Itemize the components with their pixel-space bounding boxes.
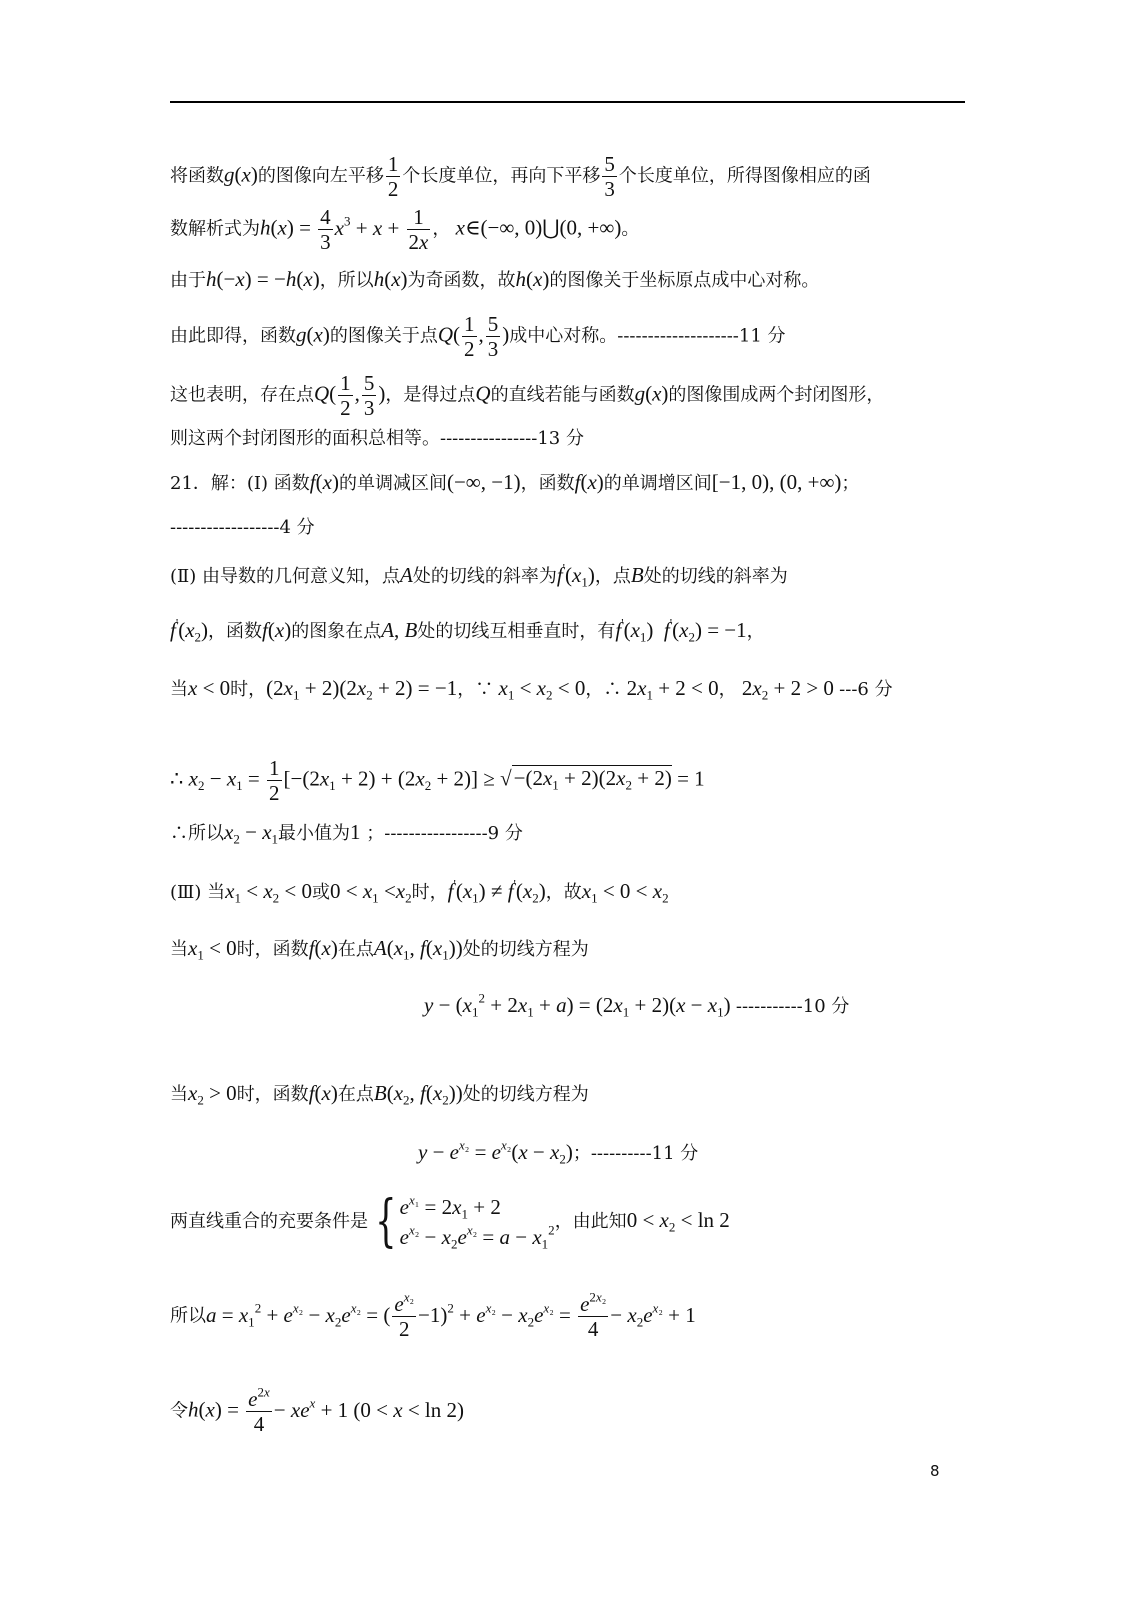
text-line-7: 21．解：(Ⅰ) 函数f(x)的单调减区间(−∞, −1)，函数f(x)的单调增区间[−1, 0), (0, +∞)； [170, 470, 860, 494]
text-line-13: ∴所以$x_2 - x_1$最小值为1 ；-----------------9 分 [170, 820, 523, 847]
header-rule [170, 101, 965, 103]
text-line-5: 这也表明，存在点Q( $\frac{1}{2}$ , $\frac{5}{3}$ )，是得过点Q的直线若能与函数g(x)的图像围成两个封闭图形， [170, 371, 885, 421]
page-number: 8 [930, 1462, 940, 1480]
text-line-14: (Ⅲ) 当$x_1 < x_2 < 0$或$0 < x_1 <x_2$时，$f'(x_1) \ne f'(x_2)$，故$x_1 < 0 < x_2$ [170, 876, 669, 906]
formula-line-16: $y - (x_1^2 + 2x_1 + a) = (2x_1 + 2)(x - x_1)$ -----------10 分 [424, 990, 850, 1020]
score-13: ----------------13 分 [440, 428, 584, 449]
score-4: ------------------4 分 [170, 517, 315, 538]
formula-line-12: ∴ $x_2 - x_1$ = $\frac{1}{2}$ $[-(2x_1 + 2) + (2x_2 + 2)] \ge √-(2x_1 + 2)(2x_2 + 2) = 1$ [170, 756, 705, 806]
text-line-9: (Ⅱ) 由导数的几何意义知，点A处的切线的斜率为$f'(x_1)$，点B处的切线的斜率为 [170, 560, 788, 590]
text-line-8 [170, 516, 315, 540]
text-line-1: 将函数g(x)的图像向左平移 $\frac{1}{2}$ 个长度单位，再向下平移 $\frac{5}{3}$ 个长度单位，所得图像相应的函 [170, 152, 871, 202]
text-line-20: 所以$a = x_1^2 + e^{x_2} - x_2e^{x_2}$ = ( $\frac{e^{x_2}}{2}$ $-1)^2 + e^{x_2} - x_2e^{x_2}$ = $\frac{e^{2x_2}}{4}$ − $x_2e^{x_2} + 1$ [170, 1289, 696, 1342]
score-6: ---6 分 [839, 679, 893, 700]
text-line-15: 当$x_1 < 0$时，函数f(x)在点$A(x_1$, $f(x_1)$)处的切线方程为 [170, 936, 589, 963]
score-11-b: ；----------11 分 [572, 1143, 699, 1164]
text-line-10: $f'(x_2)$，函数f(x)的图象在点A, B处的切线互相垂直时，有$f'(x_1) f'(x_2) = -1$， [170, 615, 765, 645]
text-line-21: 令h(x) = $\frac{e^{2x}}{4}$ − $xe^x + 1$ (0 < x < ln 2) [170, 1384, 465, 1437]
score-11-a: --------------------11 分 [617, 325, 786, 347]
text-line-4: 由此即得，函数g(x)的图像关于点Q( $\frac{1}{2}$ , $\frac{5}{3}$ )成中心对称。--------------------11 分 [170, 312, 786, 362]
formula-line-18: $y - e^{x_2} = e^{x_2}(x - x_2)$；----------11 分 [418, 1137, 699, 1167]
text-line-2: 数解析式为h(x) = $\frac{4}{3}$ $x^3 + x$ + $\frac{1}{2x}$ ， x∈(−∞, 0)⋃(0, +∞)。 [170, 205, 640, 255]
score-10: -----------10 分 [735, 996, 850, 1017]
text-line-11: 当x < 0时，$(2x_1 + 2)(2x_2 + 2) = -1$，∵ $x_1 < x_2 < 0$，∴ $2x_1 + 2 < 0$， $2x_2 + 2 > 0$ ---6 分 [170, 676, 893, 703]
text-line-6: 则这两个封闭图形的面积总相等。----------------13 分 [170, 428, 584, 449]
text-line-17: 当$x_2 > 0$时，函数f(x)在点$B(x_2$, $f(x_2)$)处的切线方程为 [170, 1081, 589, 1108]
text-line-19: 两直线重合的充要条件是 { $e^{x_1} = 2x_1 + 2$ $e^{x_2} - x_2e^{x_2} = a - x_1^2$ ，由此知$0 < x_2 < \ln 2$ [170, 1189, 730, 1254]
text-line-3: 由于h(−x) = −h(x)，所以h(x)为奇函数，故h(x)的图像关于坐标原点成中心对称。 [170, 267, 820, 291]
score-9: -----------------9 分 [384, 823, 523, 844]
